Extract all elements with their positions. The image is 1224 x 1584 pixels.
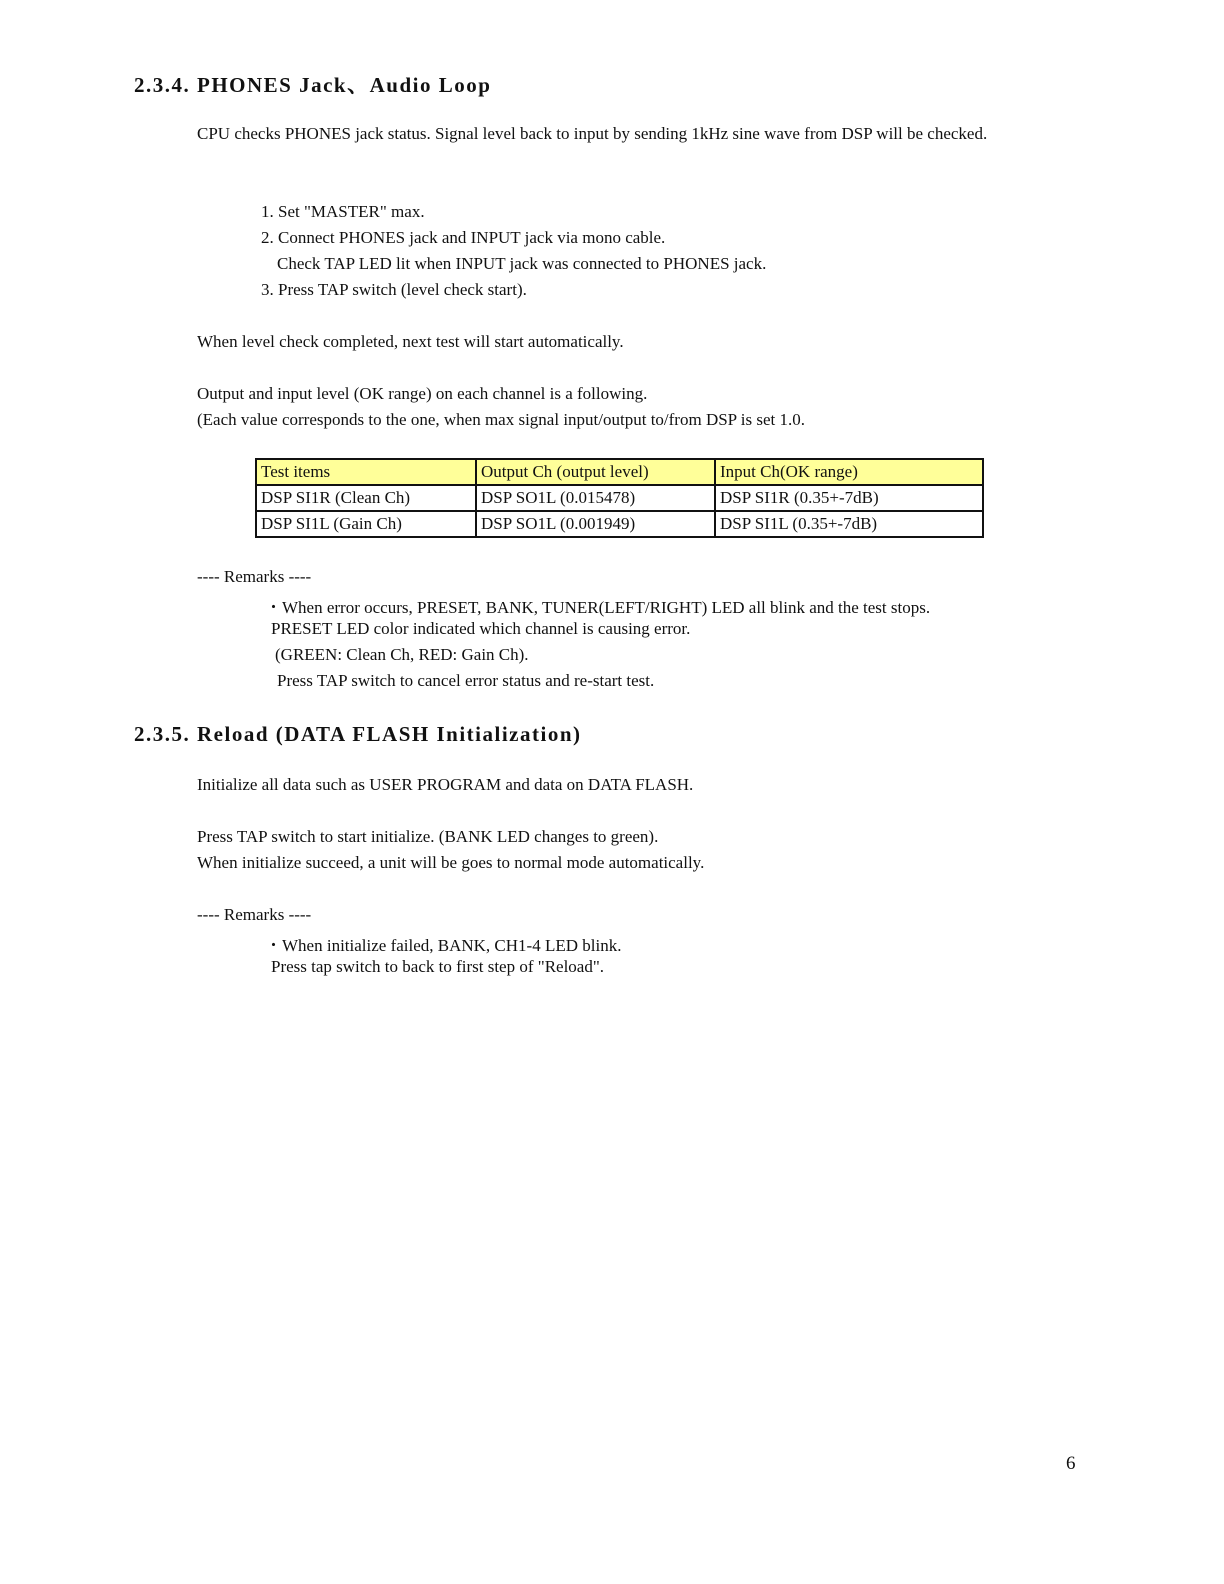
after-check-text: When level check completed, next test will start automatically.	[197, 332, 624, 351]
section-235-heading: 2.3.5. Reload (DATA FLASH Initialization)	[134, 722, 582, 746]
table-cell: DSP SI1L (Gain Ch)	[256, 511, 476, 537]
table-cell: DSP SI1R (0.35+-7dB)	[715, 485, 983, 511]
table-row	[256, 485, 983, 511]
table-cell: DSP SO1L (0.015478)	[476, 485, 715, 511]
level-table	[255, 458, 984, 538]
section-234-heading: 2.3.4. PHONES Jack、Audio Loop	[134, 73, 492, 97]
table-header-cell: Output Ch (output level)	[476, 459, 715, 485]
table-row	[256, 511, 983, 537]
table-header-cell: Test items	[256, 459, 476, 485]
remark-item: PRESET LED color indicated which channel is causing error.	[271, 619, 691, 638]
section-235-intro: Initialize all data such as USER PROGRAM and data on DATA FLASH.	[197, 775, 694, 794]
step-1: 1. Set "MASTER" max.	[261, 202, 425, 221]
step-2: 2. Connect PHONES jack and INPUT jack via mono cable.	[261, 228, 666, 247]
level-note-2: (Each value corresponds to the one, when max signal input/output to/from DSP is set 1.0.	[197, 410, 805, 429]
table-cell: DSP SI1L (0.35+-7dB)	[715, 511, 983, 537]
remark-item: ・When initialize failed, BANK, CH1-4 LED blink.	[265, 936, 622, 955]
step-3: 3. Press TAP switch (level check start).	[261, 280, 527, 299]
table-cell: DSP SO1L (0.001949)	[476, 511, 715, 537]
level-note-1: Output and input level (OK range) on each channel is a following.	[197, 384, 648, 403]
initialize-start-text: Press TAP switch to start initialize. (BANK LED changes to green).	[197, 827, 659, 846]
page-number: 6	[1066, 1453, 1076, 1474]
remark-item: Press tap switch to back to first step of "Reload".	[271, 957, 605, 976]
section-234-intro: CPU checks PHONES jack status. Signal level back to input by sending 1kHz sine wave from DSP will be checked.	[197, 124, 988, 143]
table-header-row	[256, 459, 983, 485]
remark-item: Press TAP switch to cancel error status and re-start test.	[277, 671, 655, 690]
remark-item: (GREEN: Clean Ch, RED: Gain Ch).	[275, 645, 529, 664]
table-header-cell: Input Ch(OK range)	[715, 459, 983, 485]
initialize-success-text: When initialize succeed, a unit will be goes to normal mode automatically.	[197, 853, 705, 872]
table-cell: DSP SI1R (Clean Ch)	[256, 485, 476, 511]
step-2-note: Check TAP LED lit when INPUT jack was connected to PHONES jack.	[277, 254, 767, 273]
remarks-label: ---- Remarks ----	[197, 567, 312, 586]
remark-item: ・When error occurs, PRESET, BANK, TUNER(LEFT/RIGHT) LED all blink and the test stops.	[265, 598, 931, 617]
remarks-label: ---- Remarks ----	[197, 905, 312, 924]
